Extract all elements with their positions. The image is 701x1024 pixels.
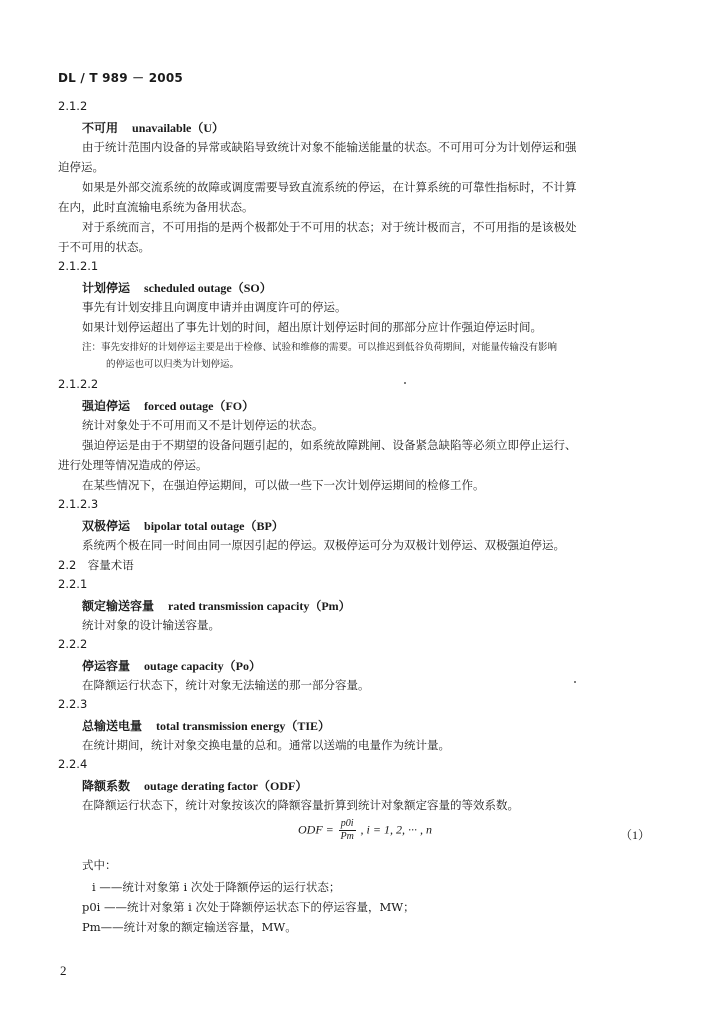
section-number: 2.2.1 xyxy=(58,577,88,591)
term-chinese: 计划停运 xyxy=(82,281,131,295)
paragraph-line: 如果是外部交流系统的故障或调度需要导致直流系统的停运，在计算系统的可靠性指标时，不计算 xyxy=(82,180,577,194)
equation-fraction xyxy=(339,818,356,843)
paragraph-line: i ——统计对象第 i 次处于降额停运的运行状态； xyxy=(92,880,341,894)
term-chinese: 总输送电量 xyxy=(82,719,143,733)
paragraph-line: 进行处理等情况造成的停运。 xyxy=(58,458,208,472)
section-number: 2.1.2.3 xyxy=(58,497,99,511)
term-heading xyxy=(82,397,254,414)
paragraph-line: 在内，此时直流输电系统为备用状态。 xyxy=(58,200,254,214)
paragraph-line: 迫停运。 xyxy=(58,160,104,174)
section-number: 2.2.4 xyxy=(58,757,88,771)
term-heading xyxy=(82,279,272,296)
paragraph-line: p0i ——统计对象第 i 次处于降额停运状态下的停运容量，MW； xyxy=(82,900,415,914)
paragraph-line: 在降额运行状态下，统计对象按该次的降额容量折算到统计对象额定容量的等效系数。 xyxy=(82,798,519,812)
paragraph-line: 统计对象的设计输送容量。 xyxy=(82,618,220,632)
term-heading xyxy=(82,657,261,674)
document-code-header: DL / T 989 － 2005 xyxy=(58,71,183,85)
section-number: 2.2.2 xyxy=(58,637,88,651)
equation-lhs: ODF = xyxy=(298,822,334,837)
scan-speck xyxy=(404,382,406,384)
paragraph-line: 强迫停运是由于不期望的设备问题引起的，如系统故障跳闸、设备紧急缺陷等必须立即停止运行、 xyxy=(82,438,577,452)
term-english: bipolar total outage（BP） xyxy=(144,519,284,533)
paragraph-line: 统计对象处于不可用而又不是计划停运的状态。 xyxy=(82,418,324,432)
paragraph-line: 在统计期间，统计对象交换电量的总和。通常以送端的电量作为统计量。 xyxy=(82,738,450,752)
term-english: forced outage（FO） xyxy=(144,399,255,413)
equation-odf xyxy=(298,818,432,843)
section-number: 2.1.2.1 xyxy=(58,259,99,273)
note-text: 注：事先安排好的计划停运主要是出于检修、试验和维修的需要。可以推迟到低谷负荷期间，对能量传输没有影响 xyxy=(82,342,558,353)
term-heading xyxy=(82,119,224,136)
term-chinese: 不可用 xyxy=(82,121,119,135)
paragraph-line: 对于系统而言，不可用指的是两个极都处于不可用的状态；对于统计极而言，不可用指的是该极处 xyxy=(82,220,577,234)
term-chinese: 双极停运 xyxy=(82,519,131,533)
term-english: scheduled outage（SO） xyxy=(144,281,272,295)
term-heading xyxy=(82,777,307,794)
term-chinese: 降额系数 xyxy=(82,779,131,793)
term-english: outage capacity（Po） xyxy=(144,659,261,673)
paragraph-line: 在某些情况下，在强迫停运期间，可以做一些下一次计划停运期间的检修工作。 xyxy=(82,478,485,492)
paragraph-line: Pm——统计对象的额定输送容量，MW。 xyxy=(82,920,297,934)
section-number: 2.1.2.2 xyxy=(58,377,99,391)
section-number: 2.2.3 xyxy=(58,697,88,711)
term-heading xyxy=(82,517,284,534)
term-english: unavailable（U） xyxy=(132,121,225,135)
note-text: 的停运也可以归类为计划停运。 xyxy=(106,359,240,370)
term-english: total transmission energy（TIE） xyxy=(156,719,331,733)
term-english: outage derating factor（ODF） xyxy=(144,779,308,793)
equation-rhs: , i = 1, 2, ··· , n xyxy=(360,822,432,837)
paragraph-line: 由于统计范围内设备的异常或缺陷导致统计对象不能输送能量的状态。不可用可分为计划停运和强 xyxy=(82,140,577,154)
equation-number: （1） xyxy=(620,828,651,842)
equation-numerator: p0i xyxy=(340,818,354,829)
paragraph-line: 系统两个极在同一时间由同一原因引起的停运。双极停运可分为双极计划停运、双极强迫停运。 xyxy=(82,538,565,552)
section-number: 2.1.2 xyxy=(58,99,88,113)
section-number: 2.2 容量术语 xyxy=(58,558,134,572)
term-chinese: 停运容量 xyxy=(82,659,131,673)
scan-speck xyxy=(574,681,576,683)
term-chinese: 强迫停运 xyxy=(82,399,131,413)
paragraph-line: 式中： xyxy=(82,858,117,872)
paragraph-line: 于不可用的状态。 xyxy=(58,240,150,254)
page-number: 2 xyxy=(60,963,67,978)
equation-denominator: Pm xyxy=(340,831,354,842)
term-heading xyxy=(82,597,351,614)
term-chinese: 额定输送容量 xyxy=(82,599,155,613)
paragraph-line: 事先有计划安排且向调度申请并由调度许可的停运。 xyxy=(82,300,347,314)
paragraph-line: 如果计划停运超出了事先计划的时间，超出原计划停运时间的那部分应计作强迫停运时间。 xyxy=(82,320,542,334)
term-english: rated transmission capacity（Pm） xyxy=(168,599,351,613)
paragraph-line: 在降额运行状态下，统计对象无法输送的那一部分容量。 xyxy=(82,678,370,692)
term-heading xyxy=(82,717,330,734)
